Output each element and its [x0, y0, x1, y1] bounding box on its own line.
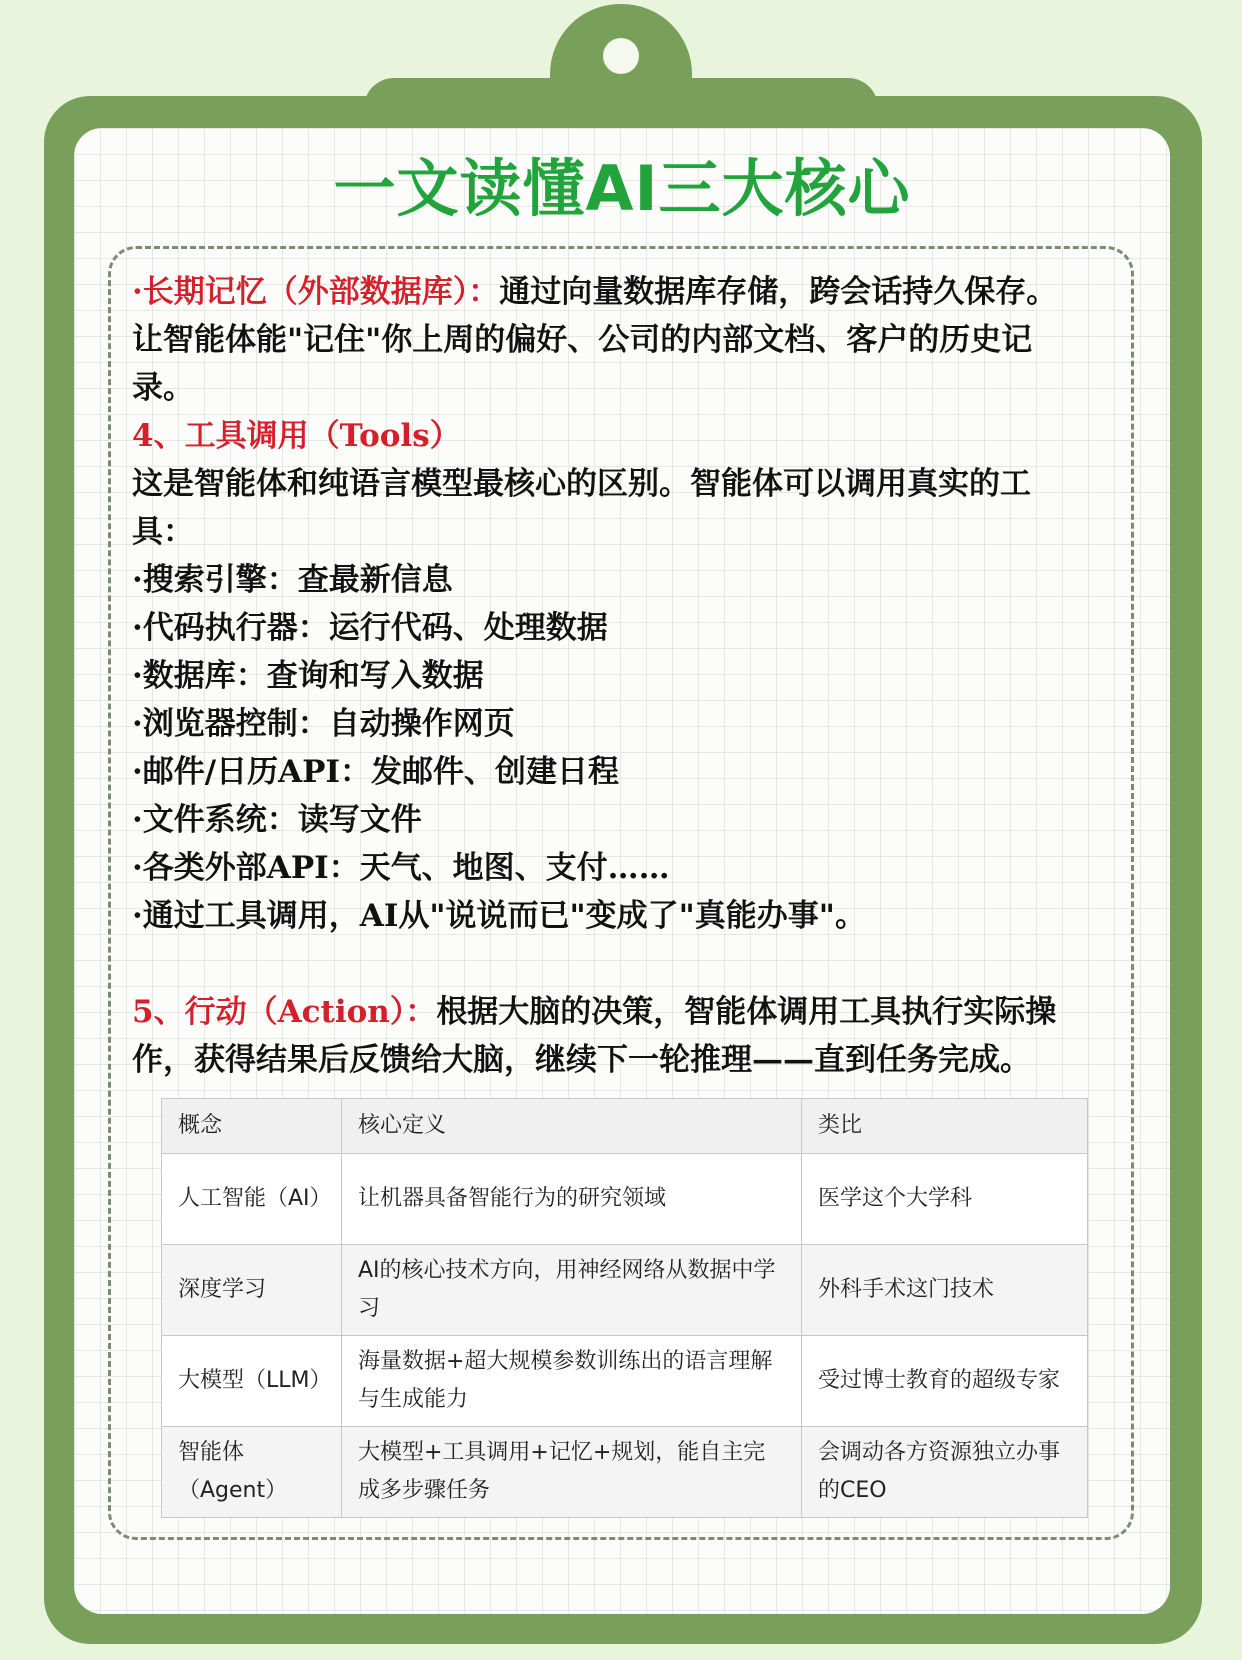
table-cell: 会调动各方资源独立办事的CEO: [802, 1427, 1088, 1518]
memory-body-line1: 通过向量数据库存储，跨会话持久保存。: [499, 274, 1058, 310]
table-cell: 受过博士教育的超级专家: [802, 1336, 1088, 1427]
table-cell: 海量数据+超大规模参数训练出的语言理解与生成能力: [342, 1336, 802, 1427]
table-cell: 大模型+工具调用+记忆+规划，能自主完成多步骤任务: [342, 1427, 802, 1518]
tools-item: ·邮件/日历API：发邮件、创建日程: [132, 754, 619, 790]
tools-item: ·文件系统：读写文件: [132, 802, 422, 838]
tools-intro-line2: 具：: [132, 514, 194, 550]
memory-paragraph: [132, 268, 1122, 316]
table-cell: 大模型（LLM）: [162, 1336, 342, 1427]
tools-intro-line1: 这是智能体和纯语言模型最核心的区别。智能体可以调用真实的工: [132, 466, 1031, 502]
content-body: [132, 268, 1122, 1084]
tools-heading: 4、工具调用（Tools）: [132, 418, 461, 454]
table-header-cell: 类比: [802, 1099, 1088, 1154]
tools-item: ·浏览器控制：自动操作网页: [132, 706, 515, 742]
table-cell: 外科手术这门技术: [802, 1245, 1088, 1336]
table-row: [162, 1336, 1088, 1427]
memory-body-line3: 录。: [132, 370, 194, 406]
table-header-row: [162, 1099, 1088, 1154]
table-header-cell: 核心定义: [342, 1099, 802, 1154]
table-cell: 智能体（Agent）: [162, 1427, 342, 1518]
table-cell: 人工智能（AI）: [162, 1154, 342, 1245]
tools-item: ·数据库：查询和写入数据: [132, 658, 484, 694]
action-heading: 5、行动（Action）：: [132, 994, 437, 1030]
table-row: [162, 1427, 1088, 1518]
action-body-line2: 作，获得结果后反馈给大脑，继续下一轮推理——直到任务完成。: [132, 1042, 1031, 1078]
tools-item: ·通过工具调用，AI从"说说而已"变成了"真能办事"。: [132, 898, 866, 934]
memory-heading: ·长期记忆（外部数据库）：: [132, 274, 500, 310]
table-row: [162, 1245, 1088, 1336]
spacer: [132, 940, 1122, 988]
tools-item: ·搜索引擎：查最新信息: [132, 562, 453, 598]
concept-table: [161, 1098, 1088, 1518]
clipboard-clip-hole: [603, 38, 639, 74]
table-cell: 让机器具备智能行为的研究领域: [342, 1154, 802, 1245]
tools-item: ·代码执行器：运行代码、处理数据: [132, 610, 608, 646]
tools-item: ·各类外部API：天气、地图、支付……: [132, 850, 670, 886]
page-title: 一文读懂AI三大核心: [333, 152, 911, 225]
table-header-cell: 概念: [162, 1099, 342, 1154]
table-cell: AI的核心技术方向，用神经网络从数据中学习: [342, 1245, 802, 1336]
table-row: [162, 1154, 1088, 1245]
action-paragraph: [132, 988, 1122, 1036]
action-body-line1: 根据大脑的决策，智能体调用工具执行实际操: [436, 994, 1057, 1030]
memory-body-line2: 让智能体能"记住"你上周的偏好、公司的内部文档、客户的历史记: [132, 322, 1033, 358]
table-cell: 深度学习: [162, 1245, 342, 1336]
table-cell: 医学这个大学科: [802, 1154, 1088, 1245]
